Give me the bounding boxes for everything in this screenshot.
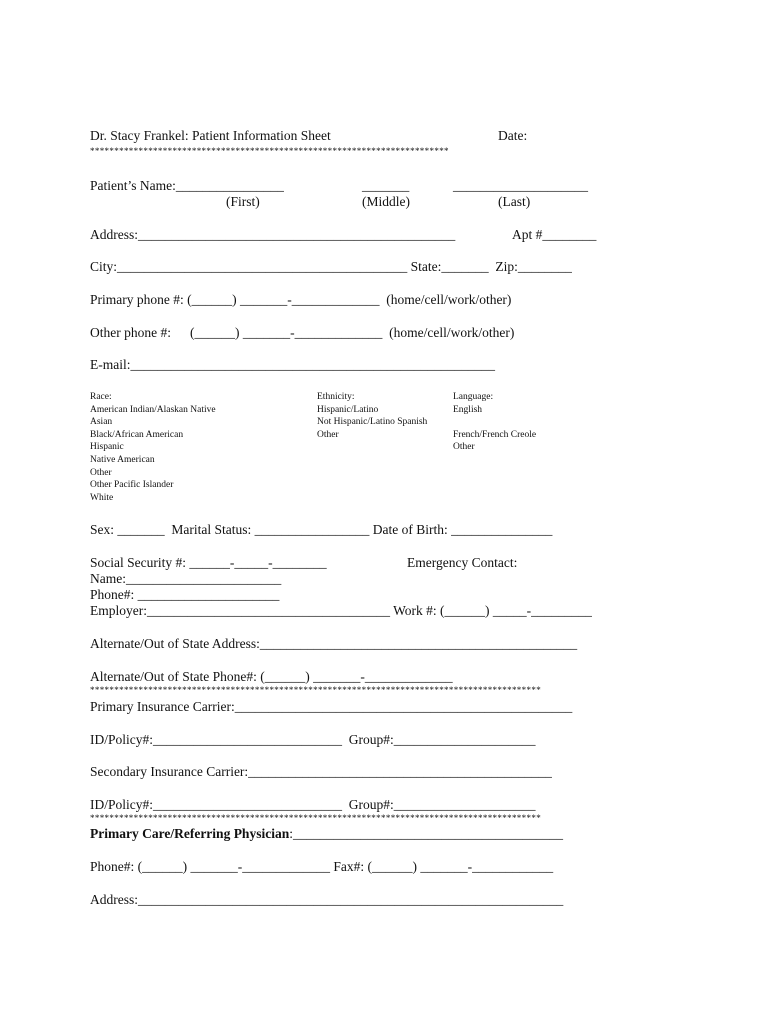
middle-caption: (Middle): [362, 194, 410, 209]
physician-address-field[interactable]: Address:_______________________________________________________________: [90, 892, 564, 907]
ethnicity-option[interactable]: Hispanic/Latino: [317, 405, 379, 415]
race-label: Race:: [90, 392, 112, 402]
race-option[interactable]: Other Pacific Islander: [90, 480, 174, 490]
language-option[interactable]: English: [453, 405, 483, 415]
race-option[interactable]: Asian: [90, 417, 113, 427]
alt-phone-field[interactable]: Alternate/Out of State Phone#: (______) _______-_____________: [90, 669, 453, 684]
primary-phone-field[interactable]: Primary phone #: (______) _______-_____________ (home/cell/work/other): [90, 292, 512, 307]
ethnicity-option[interactable]: Not Hispanic/Latino Spanish: [317, 417, 428, 427]
other-phone-label: Other phone #:: [90, 325, 171, 340]
date-field[interactable]: Date:: [498, 128, 528, 143]
secondary-policy-group-field[interactable]: ID/Policy#:____________________________ Group#:_____________________: [90, 797, 536, 812]
last-caption: (Last): [498, 194, 531, 209]
emergency-contact-label: Emergency Contact:: [407, 555, 518, 570]
separator-stars: **************************************************************************: [90, 146, 449, 156]
separator-stars: *********************************************************************************************: [90, 813, 542, 823]
physician-field[interactable]: :________________________________________: [289, 826, 563, 841]
emergency-name-field[interactable]: Name:_______________________: [90, 571, 282, 586]
physician-label: Primary Care/Referring Physician: [90, 826, 290, 841]
separator-stars: *********************************************************************************************: [90, 685, 542, 695]
race-option[interactable]: Black/African American: [90, 430, 184, 440]
race-option[interactable]: Native American: [90, 455, 155, 465]
patient-last-name-field[interactable]: ____________________: [453, 178, 588, 193]
first-caption: (First): [226, 194, 260, 209]
patient-middle-name-field[interactable]: _______: [362, 178, 410, 193]
ethnicity-label: Ethnicity:: [317, 392, 355, 402]
race-option[interactable]: American Indian/Alaskan Native: [90, 405, 216, 415]
physician-row[interactable]: [90, 826, 563, 842]
sex-marital-dob-field[interactable]: Sex: _______ Marital Status: _________________ Date of Birth: _______________: [90, 522, 553, 537]
language-option[interactable]: Other: [453, 442, 475, 452]
primary-insurance-carrier-field[interactable]: Primary Insurance Carrier:__________________________________________________: [90, 699, 573, 714]
email-field[interactable]: E-mail:______________________________________________________: [90, 357, 495, 372]
city-state-zip-field[interactable]: City:___________________________________________ State:_______ Zip:________: [90, 259, 572, 274]
race-option[interactable]: Hispanic: [90, 442, 124, 452]
language-option[interactable]: French/French Creole: [453, 430, 537, 440]
ssn-field[interactable]: Social Security #: ______-_____-________: [90, 555, 327, 570]
patient-first-name-field[interactable]: Patient’s Name:________________: [90, 178, 284, 193]
secondary-insurance-carrier-field[interactable]: Secondary Insurance Carrier:_____________________________________________: [90, 764, 552, 779]
physician-phone-fax-field[interactable]: Phone#: (______) _______-_____________ Fax#: (______) _______-____________: [90, 859, 554, 874]
other-phone-field[interactable]: (______) _______-_____________ (home/cell/work/other): [190, 325, 515, 340]
form-title: Dr. Stacy Frankel: Patient Information Sheet: [90, 128, 331, 143]
employer-work-field[interactable]: Employer:____________________________________ Work #: (______) _____-_________: [90, 603, 592, 618]
language-label: Language:: [453, 392, 494, 402]
address-field[interactable]: Address:_______________________________________________: [90, 227, 456, 242]
alt-address-field[interactable]: Alternate/Out of State Address:_______________________________________________: [90, 636, 578, 651]
emergency-phone-field[interactable]: Phone#: _____________________: [90, 587, 280, 602]
race-option[interactable]: Other: [90, 468, 112, 478]
primary-policy-group-field[interactable]: ID/Policy#:____________________________ Group#:_____________________: [90, 732, 536, 747]
ethnicity-option[interactable]: Other: [317, 430, 339, 440]
apt-field[interactable]: Apt #________: [512, 227, 597, 242]
race-option[interactable]: White: [90, 493, 114, 503]
